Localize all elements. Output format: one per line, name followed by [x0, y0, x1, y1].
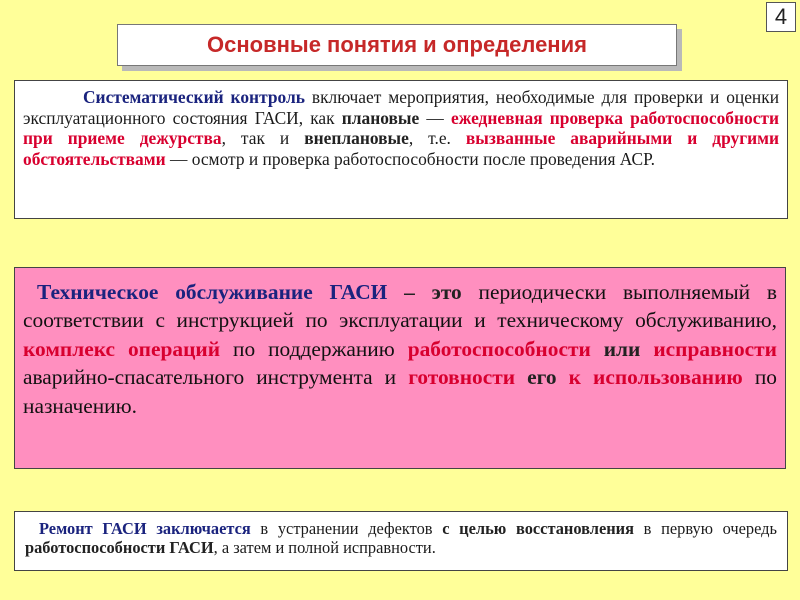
- maintenance-paragraph: [23, 278, 777, 420]
- text-segment: аварийно-спасательного инструмента и: [23, 365, 409, 390]
- unplanned-description: вызванные аварийными и другими обстоятельствами: [23, 128, 780, 169]
- text-segment: периодически выполняемый в соответствии с инструкцией по эксплуатации и техническому обслуживанию,: [23, 280, 778, 333]
- text-segment: —: [419, 107, 451, 128]
- text-segment: [557, 365, 569, 389]
- repair-box: [14, 511, 788, 571]
- word-readiness: готовности: [408, 365, 516, 390]
- text-segment: — осмотр и проверка работоспособности после проведения АСР.: [165, 148, 655, 169]
- systematic-control-paragraph: [23, 87, 779, 169]
- planned-description: ежедневная проверка работоспособности при приеме дежурства: [23, 107, 779, 149]
- text-dash: –: [387, 280, 432, 304]
- repair-purpose: с целью восстановления: [442, 519, 634, 538]
- term-unplanned: внеплановые: [304, 128, 409, 149]
- term-planned: плановые: [341, 107, 420, 128]
- text-segment: , т.е.: [408, 128, 466, 149]
- term-repair: Ремонт ГАСИ заключается: [39, 519, 251, 538]
- for-use: к использованию: [568, 365, 743, 390]
- text-segment: включает мероприятия, необходимые для проверки и оценки эксплуатационного состояния ГАСИ, как: [23, 87, 779, 128]
- slide-number: 4: [766, 2, 796, 32]
- text-segment: , так и: [221, 128, 305, 149]
- repair-operability: работоспособности ГАСИ: [25, 538, 214, 558]
- text-segment: [640, 337, 653, 361]
- word-eto: это: [431, 280, 462, 304]
- word-operability: работоспособности: [407, 336, 591, 361]
- text-segment: по поддержанию: [220, 336, 408, 361]
- repair-paragraph: [25, 519, 777, 558]
- complex-of-operations: комплекс операций: [23, 336, 221, 361]
- text-segment: в устранении дефектов: [250, 519, 443, 538]
- term-systematic-control: Систематический контроль: [83, 87, 305, 107]
- word-serviceability: исправности: [653, 336, 777, 361]
- word-or: или: [603, 336, 641, 361]
- word-its: его: [527, 365, 557, 390]
- slide-title: Основные понятия и определения: [117, 24, 677, 66]
- text-segment: [591, 337, 604, 361]
- text-segment: в первую очередь: [633, 519, 777, 538]
- systematic-control-box: [14, 80, 788, 219]
- term-maintenance: Техническое обслуживание ГАСИ: [37, 280, 388, 304]
- text-segment: по назначению.: [23, 365, 777, 418]
- maintenance-box: [14, 267, 786, 469]
- text-segment: [515, 365, 527, 389]
- text-segment: , а затем и полной исправности.: [213, 538, 436, 558]
